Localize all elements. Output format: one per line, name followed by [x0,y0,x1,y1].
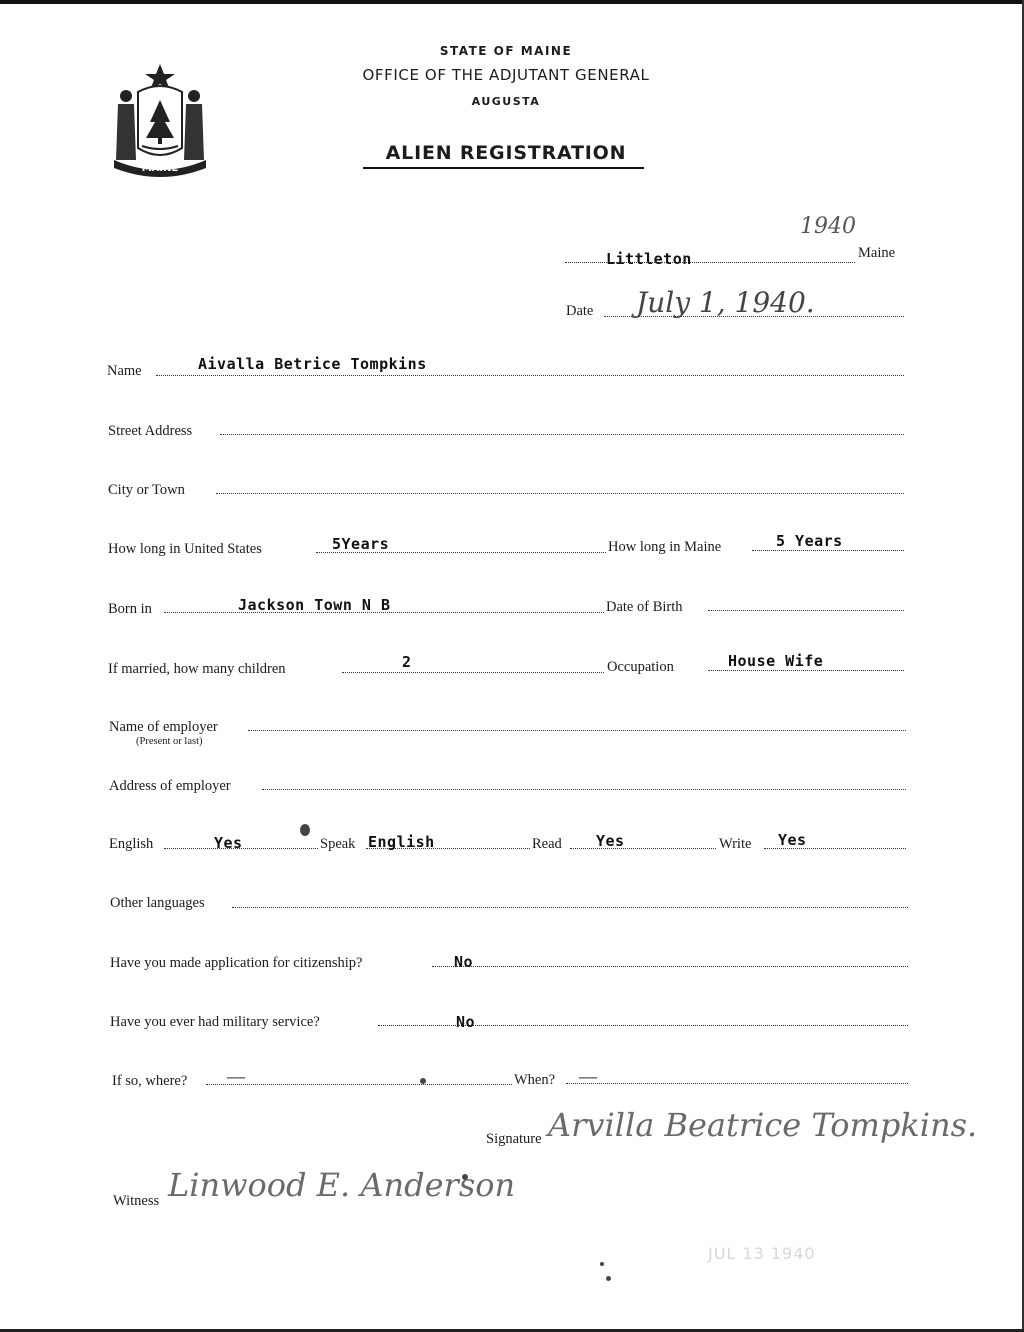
page-top-edge [0,0,1024,4]
ink-speck [600,1262,604,1266]
occupation-value: House Wife [728,652,824,670]
employer-label: Name of employer [109,719,218,735]
witness-label: Witness [113,1193,160,1209]
read-label: Read [532,836,562,852]
name-value: Aivalla Betrice Tompkins [198,355,427,373]
dob-label: Date of Birth [606,599,683,615]
street-label: Street Address [108,423,193,439]
date-label: Date [566,303,594,319]
english-label: English [109,836,154,852]
year-annotation: 1940 [800,214,856,239]
where-label: If so, where? [112,1073,188,1089]
employer-dots [248,730,906,731]
signature-label: Signature [486,1131,542,1147]
maine-state-seal [108,62,212,180]
when-value: — [578,1064,598,1088]
place-suffix: Maine [858,245,896,261]
where-value: — [226,1064,246,1088]
maine-duration-label: How long in Maine [608,539,722,555]
read-dots [570,848,716,849]
citizenship-value: No [454,953,474,971]
where-dots [206,1084,512,1085]
office-heading: OFFICE OF THE ADJUTANT GENERAL [362,66,650,84]
date-value: July 1, 1940. [636,286,815,319]
name-dots [156,375,904,376]
maine-duration-value: 5 Years [776,532,843,550]
occupation-dots [708,670,904,671]
citizenship-dots [432,966,908,967]
employer-address-label: Address of employer [109,778,231,794]
form-title: ALIEN REGISTRATION [385,142,627,164]
city-label: City or Town [108,482,185,498]
citizenship-label: Have you made application for citizenship? [110,955,363,971]
ink-speck [300,824,310,836]
us-duration-value: 5Years [332,535,390,553]
write-value: Yes [778,831,807,849]
write-label: Write [719,836,752,852]
seal-banner-text: MAINE [141,163,179,174]
other-languages-label: Other languages [110,895,205,911]
received-stamp: JUL 13 1940 [708,1244,816,1263]
born-label: Born in [108,601,152,617]
name-label: Name [107,363,142,379]
witness-value: Linwood E. Anderson [168,1166,516,1204]
speak-value: English [368,833,435,851]
dob-dots [708,610,904,611]
other-languages-dots [232,907,908,908]
state-heading: STATE OF MAINE [439,44,573,58]
employer-address-dots [262,789,906,790]
place-value: Littleton [606,250,692,268]
occupation-label: Occupation [607,659,674,675]
speak-label: Speak [320,836,356,852]
employer-sublabel: (Present or last) [136,736,203,747]
ink-speck [420,1078,426,1084]
city-dots [216,493,904,494]
children-value: 2 [402,653,412,671]
maine-duration-dots [752,550,904,551]
ink-speck [606,1276,611,1281]
us-duration-label: How long in United States [108,541,262,557]
when-dots [566,1083,908,1084]
children-label: If married, how many children [108,661,286,677]
english-value: Yes [214,834,243,852]
signature-value: Arvilla Beatrice Tompkins. [548,1106,978,1144]
city-heading: AUGUSTA [471,95,541,108]
children-dots [342,672,604,673]
military-label: Have you ever had military service? [110,1014,320,1030]
military-value: No [456,1013,476,1031]
read-value: Yes [596,832,625,850]
title-underline [363,167,644,169]
born-value: Jackson Town N B [238,596,391,614]
when-label: When? [514,1072,556,1088]
street-dots [220,434,904,435]
